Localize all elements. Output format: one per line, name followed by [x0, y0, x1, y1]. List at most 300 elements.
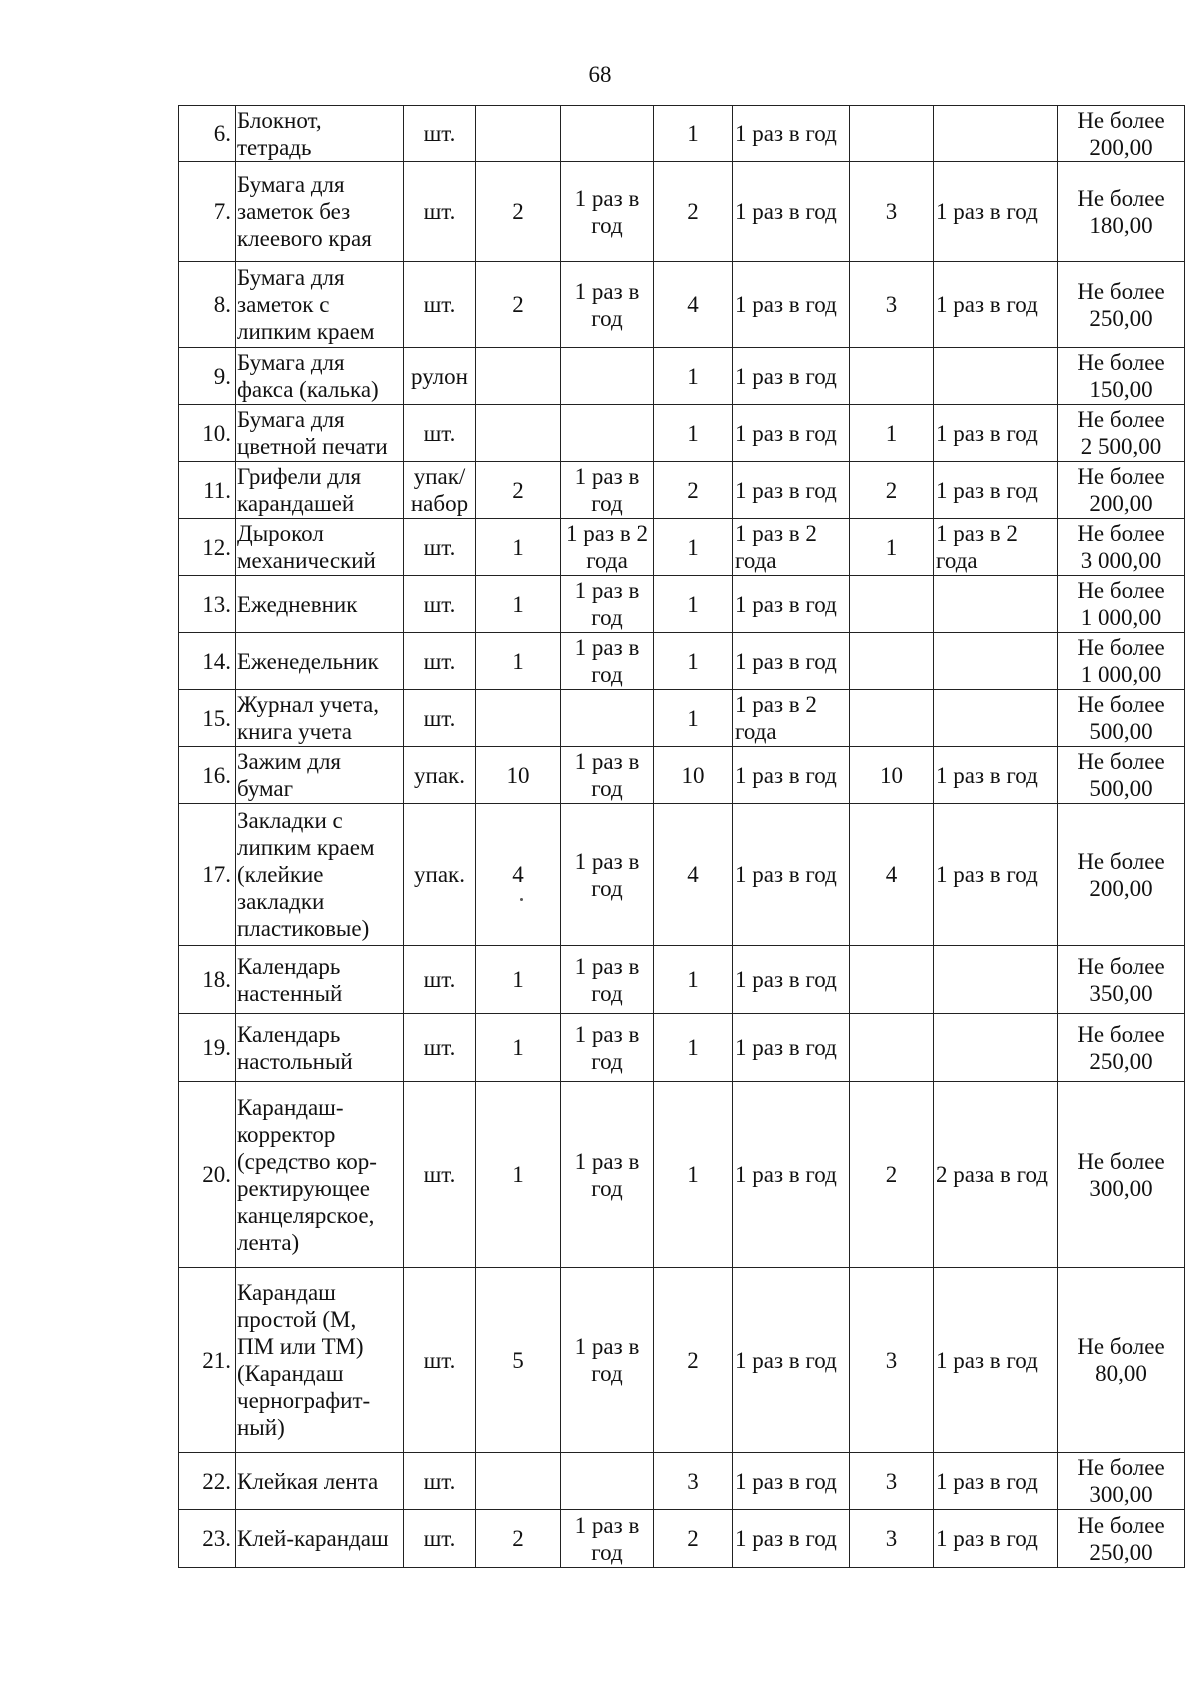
- row-number: [179, 462, 236, 519]
- table-row: [179, 690, 1185, 747]
- quantity-3: [850, 576, 934, 633]
- frequency-3: [934, 576, 1058, 633]
- quantity-2: [654, 162, 733, 262]
- quantity-2-text: 1: [687, 534, 699, 560]
- quantity-1: [476, 519, 561, 576]
- quantity-2-text: 2: [687, 1526, 699, 1551]
- item-name-text: Бумага для заметок с липким краем: [237, 265, 375, 344]
- frequency-3-text: 1 раз в год: [936, 199, 1038, 224]
- price-limit-text: Не более 250,00: [1077, 1021, 1165, 1074]
- frequency-1-text: 1 раз в год: [574, 464, 640, 516]
- row-number: [179, 106, 236, 162]
- frequency-1: [561, 106, 654, 162]
- frequency-2-text: 1 раз в год: [735, 862, 837, 887]
- quantity-2: [654, 405, 733, 462]
- unit-cell-text: упак.: [414, 762, 465, 788]
- table-row: [179, 348, 1185, 405]
- quantity-3: [850, 747, 934, 804]
- unit-cell: [404, 576, 476, 633]
- quantity-1-text: 1: [512, 1035, 524, 1060]
- unit-cell: [404, 804, 476, 946]
- item-name: [236, 1014, 404, 1082]
- price-limit-text: Не более 350,00: [1077, 953, 1165, 1006]
- quantity-2-text: 3: [687, 1468, 699, 1494]
- frequency-1-text: 1 раз в год: [574, 578, 640, 630]
- item-name: [236, 106, 404, 162]
- quantity-3: [850, 690, 934, 747]
- quantity-2-text: 1: [687, 1035, 699, 1060]
- price-limit-text: Не более 1 000,00: [1077, 635, 1165, 687]
- item-name: [236, 262, 404, 348]
- row-number-text: 15.: [202, 705, 231, 731]
- quantity-2: [654, 1268, 733, 1453]
- price-limit-text: Не более 200,00: [1077, 107, 1165, 160]
- quantity-2-text: 2: [687, 199, 699, 224]
- frequency-2-text: 1 раз в год: [735, 199, 837, 224]
- frequency-2: [733, 106, 850, 162]
- frequency-3-text: 1 раз в год: [936, 477, 1038, 503]
- frequency-2: [733, 348, 850, 405]
- quantity-2: [654, 348, 733, 405]
- row-number: [179, 262, 236, 348]
- unit-cell: [404, 1014, 476, 1082]
- frequency-1: [561, 747, 654, 804]
- quantity-1: [476, 106, 561, 162]
- row-number-text: 20.: [202, 1162, 231, 1187]
- row-number-text: 16.: [202, 762, 231, 788]
- frequency-3: [934, 519, 1058, 576]
- quantity-2: [654, 804, 733, 946]
- frequency-2: [733, 576, 850, 633]
- table-row: [179, 946, 1185, 1014]
- frequency-3-text: 1 раз в год: [936, 420, 1038, 446]
- frequency-1: [561, 1014, 654, 1082]
- price-limit-text: Не более 300,00: [1077, 1455, 1165, 1507]
- quantity-3: [850, 348, 934, 405]
- quantity-3-text: 3: [885, 1526, 898, 1551]
- frequency-2: [733, 946, 850, 1014]
- frequency-3: [934, 1014, 1058, 1082]
- row-number-text: 7.: [213, 199, 231, 224]
- quantity-1-text: 5: [512, 1347, 524, 1373]
- item-name-text: Карандаш простой (М, ПМ или ТМ) (Карандаш чернографит- ный): [237, 1280, 371, 1440]
- table-row: [179, 747, 1185, 804]
- quantity-1: [476, 946, 561, 1014]
- table-row: [179, 633, 1185, 690]
- price-limit: [1058, 519, 1185, 576]
- frequency-2-text: 1 раз в 2 года: [735, 692, 817, 744]
- frequency-3: [934, 462, 1058, 519]
- frequency-3: [934, 804, 1058, 946]
- quantity-2: [654, 1082, 733, 1268]
- price-limit: [1058, 633, 1185, 690]
- quantity-1: [476, 348, 561, 405]
- item-name-text: Грифели для карандашей: [237, 464, 362, 516]
- frequency-1-text: 1 раз в год: [574, 848, 640, 901]
- frequency-1: [561, 262, 654, 348]
- frequency-2: [733, 747, 850, 804]
- unit-cell: [404, 633, 476, 690]
- item-name: [236, 162, 404, 262]
- quantity-1-text: 1: [512, 534, 524, 560]
- price-limit-text: Не более 300,00: [1077, 1148, 1165, 1201]
- quantity-2-text: 1: [687, 363, 699, 389]
- frequency-3: [934, 106, 1058, 162]
- frequency-2-text: 1 раз в год: [735, 477, 837, 503]
- price-limit-text: Не более 250,00: [1077, 1512, 1165, 1565]
- quantity-3: [850, 804, 934, 946]
- frequency-3-text: 1 раз в год: [936, 1526, 1038, 1551]
- frequency-3: [934, 633, 1058, 690]
- frequency-1-text: 1 раз в год: [574, 1334, 640, 1386]
- quantity-3-text: 2: [885, 477, 898, 503]
- unit-cell-text: шт.: [423, 420, 456, 446]
- row-number: [179, 633, 236, 690]
- row-number: [179, 162, 236, 262]
- frequency-2: [733, 1510, 850, 1568]
- frequency-3-text: 1 раз в год: [936, 1468, 1038, 1494]
- frequency-1-text: 1 раз в год: [574, 1021, 640, 1074]
- row-number-text: 21.: [202, 1347, 231, 1373]
- price-limit-text: Не более 200,00: [1077, 848, 1165, 901]
- row-number-text: 14.: [202, 648, 231, 674]
- unit-cell: [404, 462, 476, 519]
- unit-cell-text: упак.: [414, 862, 465, 887]
- frequency-3-text: 1 раз в год: [936, 1347, 1038, 1373]
- price-limit: [1058, 348, 1185, 405]
- frequency-2-text: 1 раз в год: [735, 292, 837, 317]
- table-row: [179, 405, 1185, 462]
- frequency-3: [934, 405, 1058, 462]
- frequency-3: [934, 747, 1058, 804]
- table-row: [179, 462, 1185, 519]
- item-name: [236, 804, 404, 946]
- quantity-2: [654, 633, 733, 690]
- frequency-3: [934, 1082, 1058, 1268]
- price-limit-text: Не более 180,00: [1077, 185, 1165, 238]
- frequency-3: [934, 162, 1058, 262]
- row-number: [179, 946, 236, 1014]
- row-number-text: 13.: [202, 591, 231, 617]
- frequency-2: [733, 405, 850, 462]
- row-number: [179, 804, 236, 946]
- frequency-1: [561, 576, 654, 633]
- frequency-3: [934, 690, 1058, 747]
- table-row: [179, 162, 1185, 262]
- quantity-1: [476, 1510, 561, 1568]
- frequency-2: [733, 690, 850, 747]
- frequency-3: [934, 946, 1058, 1014]
- unit-cell-text: шт.: [423, 534, 456, 560]
- frequency-3: [934, 1453, 1058, 1510]
- quantity-3-text: 1: [885, 534, 898, 560]
- quantity-2: [654, 106, 733, 162]
- unit-cell-text: шт.: [423, 591, 456, 617]
- price-limit-text: Не более 80,00: [1077, 1334, 1165, 1386]
- frequency-2-text: 1 раз в год: [735, 121, 837, 146]
- quantity-1-text: 1: [512, 1162, 524, 1187]
- item-name-text: Зажим для бумаг: [237, 749, 341, 801]
- frequency-2-text: 1 раз в год: [735, 1468, 837, 1494]
- frequency-2-text: 1 раз в год: [735, 1347, 837, 1373]
- quantity-3: [850, 519, 934, 576]
- quantity-1: [476, 804, 561, 946]
- quantity-3-text: 3: [885, 1347, 898, 1373]
- item-name-text: Журнал учета, книга учета: [237, 692, 379, 744]
- price-limit: [1058, 1082, 1185, 1268]
- unit-cell-text: шт.: [423, 1468, 456, 1494]
- item-name-text: Дырокол механический: [237, 521, 376, 573]
- item-name-text: Ежедневник: [237, 591, 358, 617]
- price-limit: [1058, 1014, 1185, 1082]
- quantity-1: [476, 262, 561, 348]
- unit-cell-text: шт.: [423, 705, 456, 731]
- quantity-2: [654, 747, 733, 804]
- unit-cell-text: шт.: [423, 199, 456, 224]
- frequency-2-text: 1 раз в 2 года: [735, 521, 817, 573]
- price-limit: [1058, 262, 1185, 348]
- frequency-1: [561, 946, 654, 1014]
- frequency-1-text: 1 раз в 2 года: [566, 521, 648, 573]
- unit-cell: [404, 1082, 476, 1268]
- frequency-1-text: 1 раз в год: [574, 1512, 640, 1565]
- unit-cell-text: шт.: [423, 1162, 456, 1187]
- quantity-2-text: 1: [687, 705, 699, 731]
- quantity-2: [654, 462, 733, 519]
- quantity-1-text: 2: [512, 199, 524, 224]
- unit-cell-text: шт.: [423, 1035, 456, 1060]
- price-limit-text: Не более 3 000,00: [1077, 521, 1165, 573]
- quantity-3-text: 3: [885, 1468, 898, 1494]
- price-limit: [1058, 576, 1185, 633]
- item-name: [236, 519, 404, 576]
- price-limit: [1058, 106, 1185, 162]
- quantity-1-text: 2: [512, 477, 524, 503]
- frequency-2-text: 1 раз в год: [735, 1526, 837, 1551]
- item-name-text: Еженедельник: [237, 648, 379, 674]
- price-limit-text: Не более 2 500,00: [1077, 407, 1165, 459]
- frequency-3: [934, 262, 1058, 348]
- item-name-text: Карандаш- корректор (средство кор- ректирующее канцелярское, лента): [237, 1094, 377, 1255]
- row-number: [179, 576, 236, 633]
- quantity-2: [654, 519, 733, 576]
- price-limit-text: Не более 500,00: [1077, 749, 1165, 801]
- quantity-2-text: 1: [687, 420, 699, 446]
- quantity-3: [850, 462, 934, 519]
- quantity-1-text: 1: [512, 591, 524, 617]
- price-limit-text: Не более 1 000,00: [1077, 578, 1165, 630]
- quantity-2-text: 2: [687, 1347, 699, 1373]
- row-number: [179, 1082, 236, 1268]
- frequency-2-text: 1 раз в год: [735, 363, 837, 389]
- quantity-3: [850, 1453, 934, 1510]
- frequency-1: [561, 462, 654, 519]
- item-name: [236, 1510, 404, 1568]
- row-number: [179, 1510, 236, 1568]
- quantity-3: [850, 162, 934, 262]
- table-row: [179, 262, 1185, 348]
- unit-cell: [404, 348, 476, 405]
- quantity-1-text: 1: [512, 648, 524, 674]
- frequency-1-text: 1 раз в год: [574, 278, 640, 331]
- quantity-1: [476, 1268, 561, 1453]
- row-number: [179, 1014, 236, 1082]
- unit-cell-text: шт.: [423, 648, 456, 674]
- quantity-3: [850, 262, 934, 348]
- quantity-1: [476, 405, 561, 462]
- price-limit: [1058, 690, 1185, 747]
- frequency-2: [733, 1014, 850, 1082]
- table-row: [179, 1453, 1185, 1510]
- unit-cell-text: шт.: [423, 967, 456, 992]
- quantity-3: [850, 633, 934, 690]
- row-number-text: 19.: [202, 1035, 231, 1060]
- row-number: [179, 348, 236, 405]
- row-number-text: 18.: [202, 967, 231, 992]
- item-name: [236, 946, 404, 1014]
- quantity-1: [476, 462, 561, 519]
- quantity-1: [476, 576, 561, 633]
- frequency-1: [561, 804, 654, 946]
- row-number: [179, 405, 236, 462]
- price-limit: [1058, 747, 1185, 804]
- table-row: [179, 1014, 1185, 1082]
- table-row: [179, 1268, 1185, 1453]
- frequency-2: [733, 1268, 850, 1453]
- quantity-3: [850, 1082, 934, 1268]
- row-number-text: 9.: [213, 363, 231, 389]
- quantity-2: [654, 1510, 733, 1568]
- quantity-2-text: 2: [687, 477, 699, 503]
- table-row: [179, 1082, 1185, 1268]
- frequency-2: [733, 462, 850, 519]
- quantity-1: [476, 162, 561, 262]
- unit-cell: [404, 262, 476, 348]
- frequency-1: [561, 348, 654, 405]
- price-limit: [1058, 1453, 1185, 1510]
- unit-cell: [404, 1453, 476, 1510]
- item-name: [236, 1268, 404, 1453]
- quantity-2-text: 1: [687, 1162, 699, 1187]
- row-number-text: 8.: [213, 292, 231, 317]
- quantity-1: [476, 633, 561, 690]
- price-limit: [1058, 462, 1185, 519]
- price-limit-text: Не более 150,00: [1077, 350, 1165, 402]
- unit-cell: [404, 106, 476, 162]
- unit-cell: [404, 1268, 476, 1453]
- frequency-3: [934, 1510, 1058, 1568]
- quantity-1: [476, 1014, 561, 1082]
- quantity-3-text: 4: [885, 862, 898, 887]
- quantity-2: [654, 1014, 733, 1082]
- quantity-2: [654, 946, 733, 1014]
- item-name-text: Бумага для цветной печати: [237, 407, 388, 459]
- item-name: [236, 405, 404, 462]
- unit-cell-text: шт.: [423, 121, 456, 146]
- price-limit-text: Не более 500,00: [1077, 692, 1165, 744]
- item-name: [236, 1082, 404, 1268]
- quantity-3: [850, 1510, 934, 1568]
- frequency-2: [733, 1453, 850, 1510]
- price-limit: [1058, 405, 1185, 462]
- price-limit: [1058, 1268, 1185, 1453]
- frequency-3-text: 1 раз в год: [936, 762, 1038, 788]
- frequency-1-text: 1 раз в год: [574, 1148, 640, 1201]
- unit-cell: [404, 690, 476, 747]
- row-number-text: 10.: [202, 420, 231, 446]
- quantity-1: [476, 747, 561, 804]
- table-row: [179, 519, 1185, 576]
- quantity-2-text: 1: [687, 121, 699, 146]
- frequency-2: [733, 633, 850, 690]
- table-row: [179, 576, 1185, 633]
- frequency-2: [733, 519, 850, 576]
- item-name: [236, 576, 404, 633]
- item-name-text: Бумага для факса (калька): [237, 350, 379, 402]
- frequency-1: [561, 1453, 654, 1510]
- frequency-3: [934, 1268, 1058, 1453]
- row-number-text: 6.: [213, 121, 231, 146]
- table-row: [179, 804, 1185, 946]
- unit-cell: [404, 747, 476, 804]
- price-limit: [1058, 804, 1185, 946]
- frequency-3-text: 1 раз в 2 года: [936, 521, 1018, 573]
- quantity-3-text: 3: [885, 292, 898, 317]
- row-number: [179, 1453, 236, 1510]
- frequency-1-text: 1 раз в год: [574, 185, 640, 238]
- quantity-3-text: 3: [885, 199, 898, 224]
- item-name: [236, 1453, 404, 1510]
- item-name: [236, 462, 404, 519]
- frequency-2-text: 1 раз в год: [735, 967, 837, 992]
- quantity-3: [850, 106, 934, 162]
- quantity-1: [476, 1082, 561, 1268]
- item-name-text: Клейкая лента: [237, 1468, 379, 1494]
- quantity-2-text: 1: [687, 648, 699, 674]
- frequency-1: [561, 690, 654, 747]
- frequency-2: [733, 262, 850, 348]
- frequency-1-text: 1 раз в год: [574, 635, 640, 687]
- row-number-text: 22.: [202, 1468, 231, 1494]
- item-name-text: Клей-карандаш: [237, 1526, 389, 1551]
- item-name-text: Календарь настенный: [237, 953, 343, 1006]
- unit-cell-text: шт.: [423, 1526, 456, 1551]
- row-number: [179, 747, 236, 804]
- item-name: [236, 633, 404, 690]
- quantity-1-text: 1: [512, 967, 524, 992]
- row-number: [179, 1268, 236, 1453]
- quantity-2: [654, 1453, 733, 1510]
- item-name-text: Закладки с липким краем (клейкие закладки пластиковые): [237, 808, 375, 941]
- quantity-2-text: 1: [687, 591, 699, 617]
- price-limit-text: Не более 250,00: [1077, 278, 1165, 331]
- unit-cell: [404, 162, 476, 262]
- stray-mark: [520, 898, 523, 901]
- quantity-2-text: 1: [687, 967, 699, 992]
- unit-cell-text: упак/ набор: [410, 464, 469, 516]
- frequency-1: [561, 1510, 654, 1568]
- unit-cell: [404, 405, 476, 462]
- frequency-1: [561, 405, 654, 462]
- quantity-3: [850, 405, 934, 462]
- unit-cell-text: шт.: [423, 1347, 456, 1373]
- frequency-1: [561, 1082, 654, 1268]
- quantity-1-text: 4: [512, 862, 524, 887]
- row-number: [179, 690, 236, 747]
- frequency-2-text: 1 раз в год: [735, 1035, 837, 1060]
- frequency-2-text: 1 раз в год: [735, 591, 837, 617]
- frequency-2-text: 1 раз в год: [735, 420, 837, 446]
